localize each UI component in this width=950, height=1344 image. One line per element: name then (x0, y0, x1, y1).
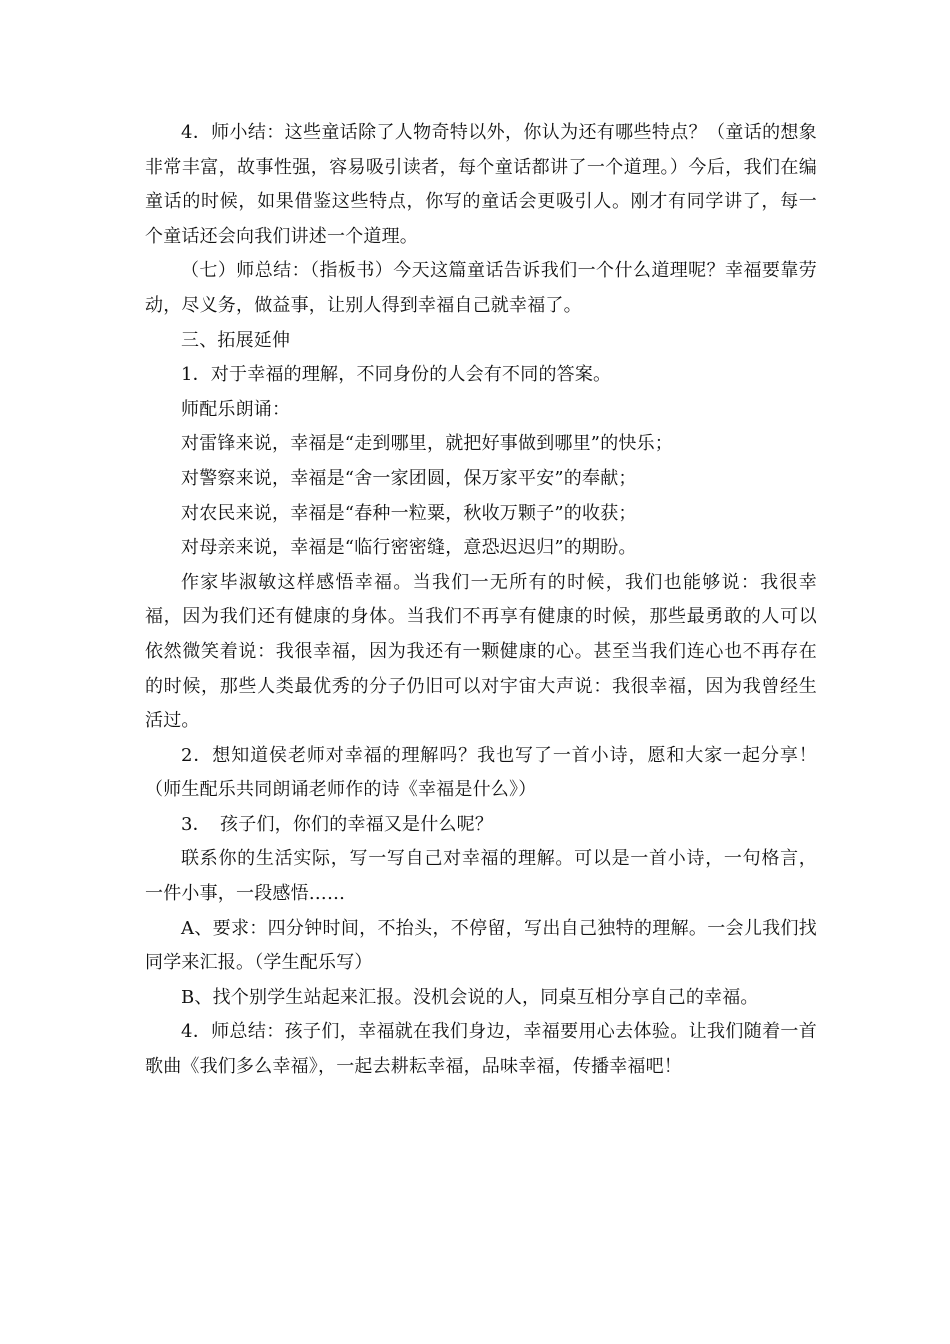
paragraph-bishumin: 作家毕淑敏这样感悟幸福。当我们一无所有的时候，我们也能够说：我很幸福，因为我们还有健康的身体。当我们不再享有健康的时候，那些最勇敢的人可以依然微笑着说：我很幸福，因为我还有一颗健康的心。甚至当我们连心也不再存在的时候，那些人类最优秀的分子仍旧可以对宇宙大声说：我很幸福，因为我曾经生活过。 (145, 571, 817, 732)
paragraph-leifeng: 对雷锋来说，幸福是“走到哪里，就把好事做到哪里”的快乐； (181, 433, 674, 455)
document-body (145, 116, 817, 1085)
paragraph-teacher-conclusion: （七）师总结：（指板书）今天这篇童话告诉我们一个什么道理呢？幸福要靠劳动，尽义务，做益事，让别人得到幸福自己就幸福了。 (145, 260, 817, 316)
paragraph-item-1: 1．对于幸福的理解，不同身份的人会有不同的答案。 (181, 364, 612, 386)
paragraph-item-3: 3． 孩子们，你们的幸福又是什么呢？ (181, 813, 494, 835)
paragraph-mother: 对母亲来说，幸福是“临行密密缝，意恐迟迟归”的期盼。 (181, 537, 637, 559)
paragraph-item-2: 2．想知道侯老师对幸福的理解吗？我也写了一首小诗，愿和大家一起分享！（师生配乐共同朗诵老师作的诗《幸福是什么》） (145, 744, 817, 801)
paragraph-farmer: 对农民来说，幸福是“春种一粒粟，秋收万颗子”的收获； (181, 502, 637, 524)
paragraph-summary-4: 4．师小结：这些童话除了人物奇特以外，你认为还有哪些特点？（童话的想象非常丰富，故事性强，容易吸引读者，每个童话都讲了一个道理。）今后，我们在编童话的时候，如果借鉴这些特点，你写的童话会更吸引人。刚才有同学讲了，每一个童话还会向我们讲述一个道理。 (145, 122, 817, 247)
paragraph-requirement-a: A、要求：四分钟时间，不抬头，不停留，写出自己独特的理解。一会儿我们找同学来汇报。（学生配乐写） (145, 917, 817, 974)
paragraph-requirement-b: B、找个别学生站起来汇报。没机会说的人，同桌互相分享自己的幸福。 (181, 986, 759, 1008)
paragraph-police: 对警察来说，幸福是“舍一家团圆，保万家平安”的奉献； (181, 467, 637, 489)
paragraph-final-summary: 4．师总结：孩子们，幸福就在我们身边，幸福要用心去体验。让我们随着一首歌曲《我们多么幸福》，一起去耕耘幸福，品味幸福，传播幸福吧！ (145, 1021, 817, 1078)
section-heading-extension: 三、拓展延伸 (181, 329, 291, 351)
paragraph-recitation-intro: 师配乐朗诵： (181, 398, 291, 420)
paragraph-writing-task: 联系你的生活实际，写一写自己对幸福的理解。可以是一首小诗，一句格言，一件小事，一段感悟…… (145, 848, 817, 905)
